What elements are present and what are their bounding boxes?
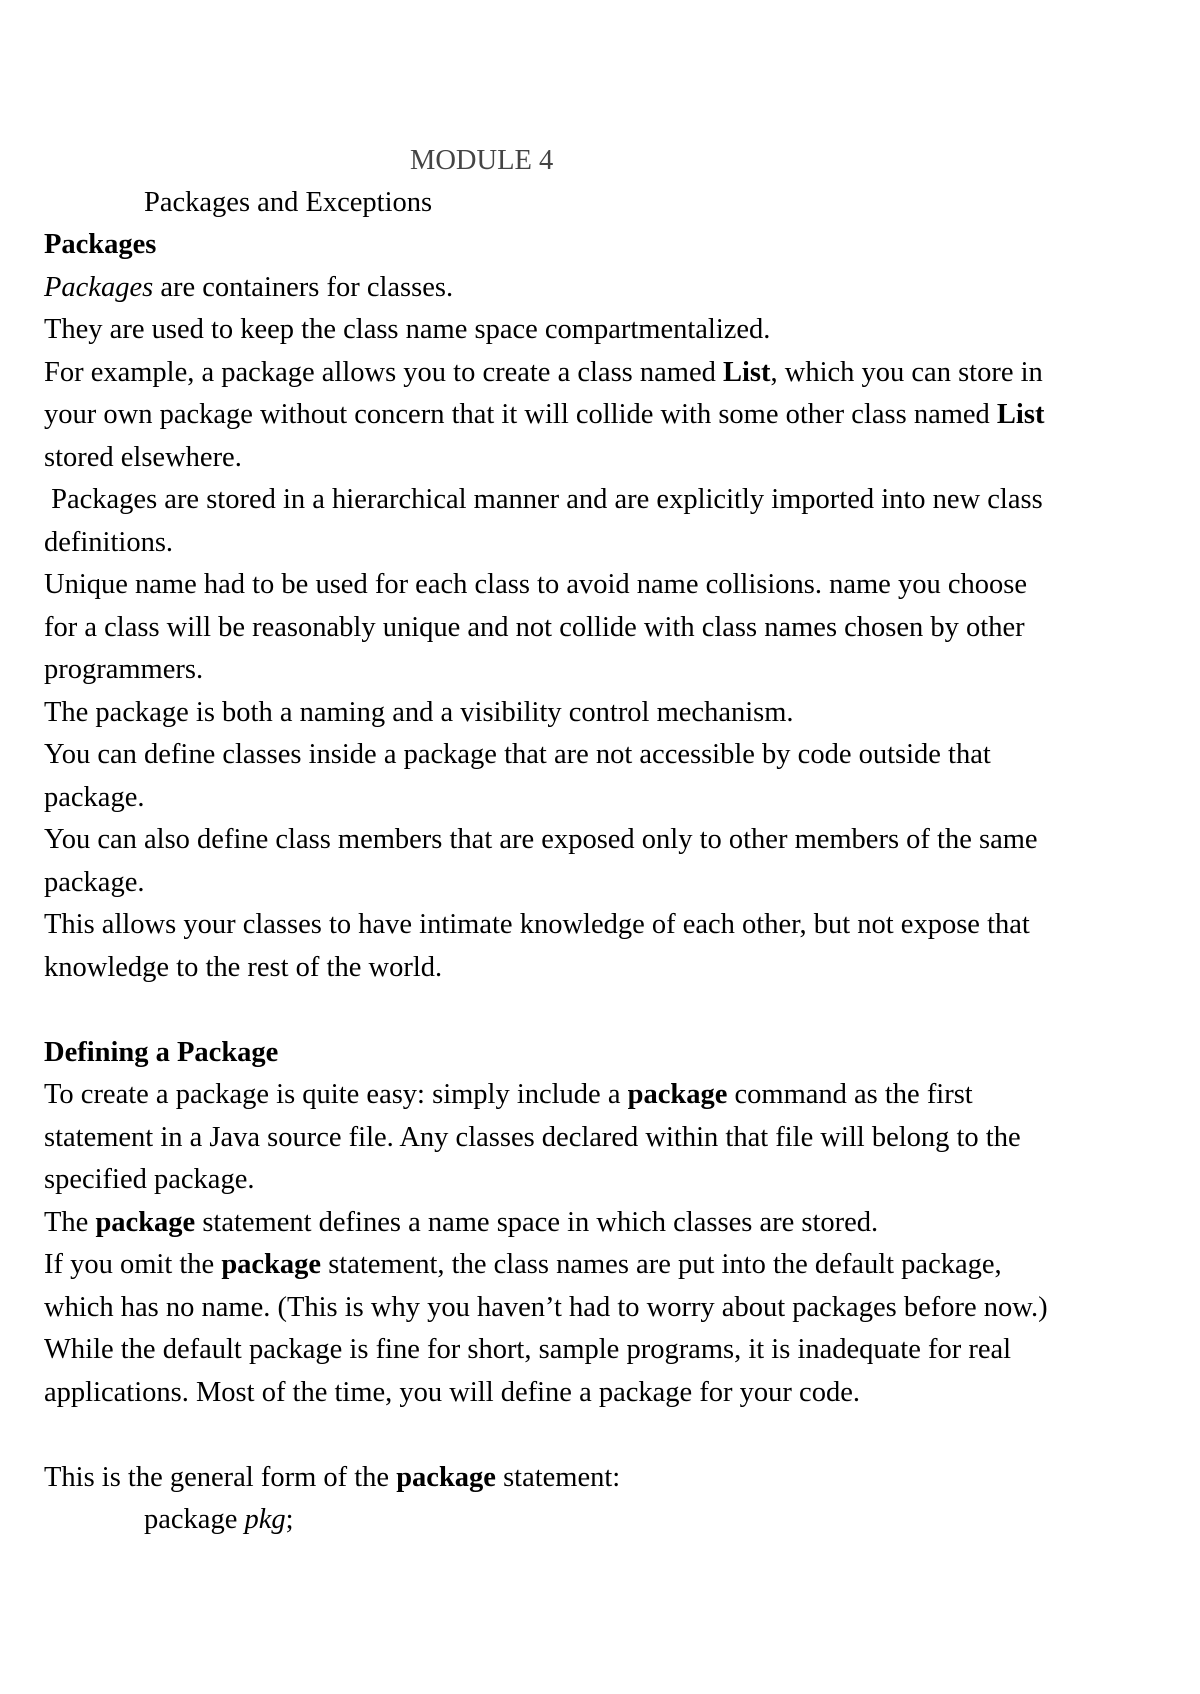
text-run: You can also define class members that are exposed only to other members of the same — [44, 824, 1038, 855]
text-run: Unique name had to be used for each class to avoid name collisions. name you choose — [44, 569, 1027, 600]
bold-keyword: package — [396, 1461, 496, 1493]
code-example — [44, 1499, 1164, 1542]
text-run: If you omit the — [44, 1249, 222, 1280]
bold-term: List — [722, 356, 771, 388]
paragraph-intimate-knowledge — [44, 904, 1164, 989]
paragraph-example-list — [44, 352, 1164, 480]
text-run: for a class will be reasonably unique and not collide with class names chosen by other — [44, 611, 1025, 643]
text-run: package. — [44, 781, 145, 813]
paragraph-general-form — [44, 1457, 1164, 1500]
document-page — [44, 140, 1164, 1542]
text-run: statement, the class names are put into the default package, — [321, 1249, 1002, 1280]
text-run: The — [44, 1206, 96, 1238]
text-run: which has no name. (This is why you haven’t had to worry about packages before now.) — [44, 1291, 1048, 1323]
document-subtitle: Packages and Exceptions — [144, 187, 433, 218]
code-keyword: package — [144, 1504, 245, 1535]
text-run: For example, a package allows you to create a class named — [44, 356, 723, 388]
paragraph-default-package — [44, 1329, 1164, 1414]
bold-term: List — [996, 399, 1045, 430]
text-run: You can define classes inside a package that are not accessible by code outside that — [44, 739, 991, 770]
text-run: statement: — [495, 1461, 621, 1493]
paragraph-create-package — [44, 1074, 1164, 1202]
text-run: package. — [44, 866, 145, 898]
section-heading-packages: Packages — [44, 229, 157, 260]
text-run: This allows your classes to have intimate knowledge of each other, but not expose that — [44, 909, 1030, 940]
code-terminator: ; — [285, 1504, 294, 1535]
paragraph-omit-package — [44, 1244, 1164, 1329]
blank-line — [44, 989, 1164, 1032]
text-run: While the default package is fine for short, sample programs, it is inadequate for real — [44, 1334, 1012, 1365]
text-run: stored elsewhere. — [44, 441, 242, 473]
text-run: Packages are stored in a hierarchical manner and are explicitly imported into new class — [44, 484, 1043, 515]
bold-keyword: package — [95, 1206, 196, 1238]
paragraph-namespace: They are used to keep the class name space compartmentalized. — [44, 314, 771, 345]
section-heading-defining-package: Defining a Package — [44, 1036, 279, 1068]
code-placeholder: pkg — [244, 1504, 286, 1535]
blank-line — [44, 1414, 1164, 1457]
paragraph-package-statement — [44, 1202, 1164, 1245]
paragraph-class-members — [44, 819, 1164, 904]
text-run: This is the general form of the — [44, 1461, 397, 1493]
paragraph-inaccessible-classes — [44, 734, 1164, 819]
text-run: specified package. — [44, 1164, 255, 1195]
module-title: MODULE 4 — [410, 145, 554, 176]
text-run: statement in a Java source file. Any classes declared within that file will belong to the — [44, 1121, 1021, 1153]
italic-term: Packages — [44, 271, 154, 303]
paragraph-hierarchical — [44, 479, 1164, 564]
bold-keyword: package — [221, 1249, 322, 1280]
text-run: your own package without concern that it will collide with some other class named — [44, 399, 997, 430]
text-run: programmers. — [44, 654, 204, 685]
text-run: knowledge to the rest of the world. — [44, 951, 443, 983]
text-run: are containers for classes. — [153, 271, 454, 303]
paragraph-unique-name — [44, 564, 1164, 692]
text-run: applications. Most of the time, you will define a package for your code. — [44, 1376, 860, 1408]
bold-keyword: package — [627, 1079, 728, 1110]
paragraph-containers — [44, 267, 1164, 310]
text-run: command as the first — [727, 1079, 973, 1110]
text-run: definitions. — [44, 526, 174, 558]
text-run: , which you can store in — [770, 356, 1043, 388]
paragraph-naming-visibility: The package is both a naming and a visibility control mechanism. — [44, 696, 794, 728]
text-run: statement defines a name space in which classes are stored. — [195, 1206, 879, 1238]
text-run: To create a package is quite easy: simply include a — [44, 1079, 628, 1110]
